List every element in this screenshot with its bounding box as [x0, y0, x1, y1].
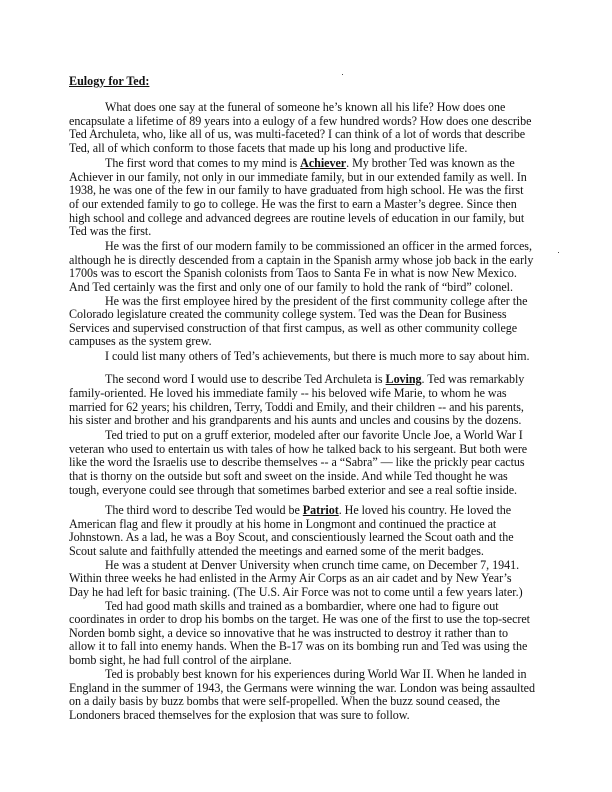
paragraph-line: Achiever in our family, not only in our immediate family, but in our extended family as well. In: [69, 170, 527, 184]
paragraph-line: that is thorny on the outside but soft and sweet on the inside. And while Ted thought he was: [69, 469, 508, 483]
line-text: . He loved his country. He loved the: [338, 503, 512, 517]
paragraph-line: Ted, all of which conform to those facets that made up his long and productive life.: [69, 141, 468, 155]
line-text: The first word that comes to my mind is: [105, 156, 301, 170]
paragraph-line: I could list many others of Ted’s achievements, but there is much more to say about him.: [105, 349, 530, 363]
paragraph-line: Ted is probably best known for his experiences during World War II. When he landed in: [105, 667, 527, 681]
paragraph-line: although he is directly descended from a captain in the Spanish army whose job back in the early: [69, 253, 534, 267]
paragraph-line: married for 62 years; his children, Terry, Toddi and Emily, and their children -- and his parents,: [69, 400, 524, 414]
paragraph-line: He was a student at Denver University when crunch time came, on December 7, 1941.: [105, 558, 520, 572]
keyword-achiever: Achiever: [300, 156, 347, 170]
paragraph-line: He was the first employee hired by the president of the first community college after the: [105, 294, 528, 308]
line-text: The third word to describe Ted would be: [105, 503, 303, 517]
paragraph-line: tough, everyone could see through that sometimes barbed exterior and see a real softie inside.: [69, 483, 517, 497]
paragraph-line: Johnstown. As a lad, he was a Boy Scout, and conscientiously learned the Scout oath and the: [69, 530, 514, 544]
paragraph-line: 1700s was to escort the Spanish colonists from Taos to Santa Fe in what is now New Mexico.: [69, 266, 517, 280]
paragraph-line: Norden bomb sight, a device so innovative that he was instructed to destroy it rather than to: [69, 626, 509, 640]
document-title: Eulogy for Ted:: [69, 74, 150, 88]
paragraph-line: Services and supervised construction of that first campus, as well as other community college: [69, 321, 518, 335]
scan-speck: [558, 252, 559, 253]
line-text: The second word I would use to describe Ted Archuleta is: [105, 372, 386, 386]
paragraph-line: high school and college and advanced degrees are routine levels of education in our family, but: [69, 211, 525, 225]
paragraph-line: on a daily basis by buzz bombs that were self-propelled. When the buzz sound ceased, the: [69, 694, 500, 708]
paragraph-line: Scout salute and faithfully attended the meetings and earned some of the merit badges.: [69, 544, 484, 558]
paragraph-line: Ted was the first.: [69, 224, 152, 238]
keyword-loving: Loving: [385, 372, 422, 386]
paragraph-line: And Ted certainly was the first and only one of our family to hold the rank of “bird” colonel.: [69, 280, 513, 294]
line-text: . My brother Ted was known as the: [346, 156, 515, 170]
paragraph-line-with-keyword: [105, 157, 515, 170]
line-text: . Ted was remarkably: [421, 372, 525, 386]
paragraph-line: Colorado legislature created the community college system. Ted was the Dean for Business: [69, 307, 507, 321]
paragraph-line: Ted Archuleta, who, like all of us, was multi-faceted? I can think of a lot of words that describe: [69, 127, 526, 141]
paragraph-line-with-keyword: [105, 373, 524, 386]
paragraph-line: Day he had left for basic training. (The U.S. Air Force was not to come until a few years later.): [69, 585, 523, 599]
paragraph-line: of our extended family to go to college. He was the first to earn a Master’s degree. Since then: [69, 197, 517, 211]
paragraph-line: England in the summer of 1943, the Germans were winning the war. London was being assaulted: [69, 681, 535, 695]
paragraph-line: veteran who used to entertain us with tales of how he talked back to his sergeant. But both were: [69, 442, 528, 456]
paragraph-line: He was the first of our modern family to be commissioned an officer in the armed forces,: [105, 239, 532, 253]
keyword-patriot: Patriot: [302, 503, 339, 517]
paragraph-line: allow it to fall into enemy hands. When the B-17 was on its bombing run and Ted was using the: [69, 639, 528, 653]
paragraph-line: Ted had good math skills and trained as a bombardier, where one had to figure out: [105, 599, 499, 613]
scan-speck: [342, 74, 343, 75]
paragraph-line: family-oriented. He loved his immediate family -- his beloved wife Marie, to whom he was: [69, 386, 507, 400]
paragraph-line: his sister and brother and his grandparents and his aunts and uncles and cousins by the dozens.: [69, 413, 522, 427]
paragraph-line: coordinates in order to drop his bombs on the target. He was one of the first to use the top-secret: [69, 612, 530, 626]
paragraph-line: Ted tried to put on a gruff exterior, modeled after our favorite Uncle Joe, a World War I: [105, 428, 523, 442]
paragraph-line: encapsulate a lifetime of 89 years into a eulogy of a few hundred words? How does one describe: [69, 114, 532, 128]
paragraph-line: American flag and flew it proudly at his home in Longmont and continued the practice at: [69, 517, 497, 531]
paragraph-line: Londoners braced themselves for the explosion that was sure to follow.: [69, 708, 410, 722]
paragraph-line: Within three weeks he had enlisted in the Army Air Corps as an air cadet and by New Year’s: [69, 571, 512, 585]
paragraph-line: What does one say at the funeral of someone he’s known all his life? How does one: [105, 100, 506, 114]
paragraph-line-with-keyword: [105, 504, 511, 517]
paragraph-line: 1938, he was one of the few in our family to have graduated from high school. He was the first: [69, 183, 524, 197]
paragraph-line: like the word the Israelis use to describe themselves -- a “Sabra” — like the prickly pear cactus: [69, 455, 525, 469]
paragraph-line: campuses as the system grew.: [69, 334, 212, 348]
paragraph-line: bomb sight, he had full control of the airplane.: [69, 653, 292, 667]
